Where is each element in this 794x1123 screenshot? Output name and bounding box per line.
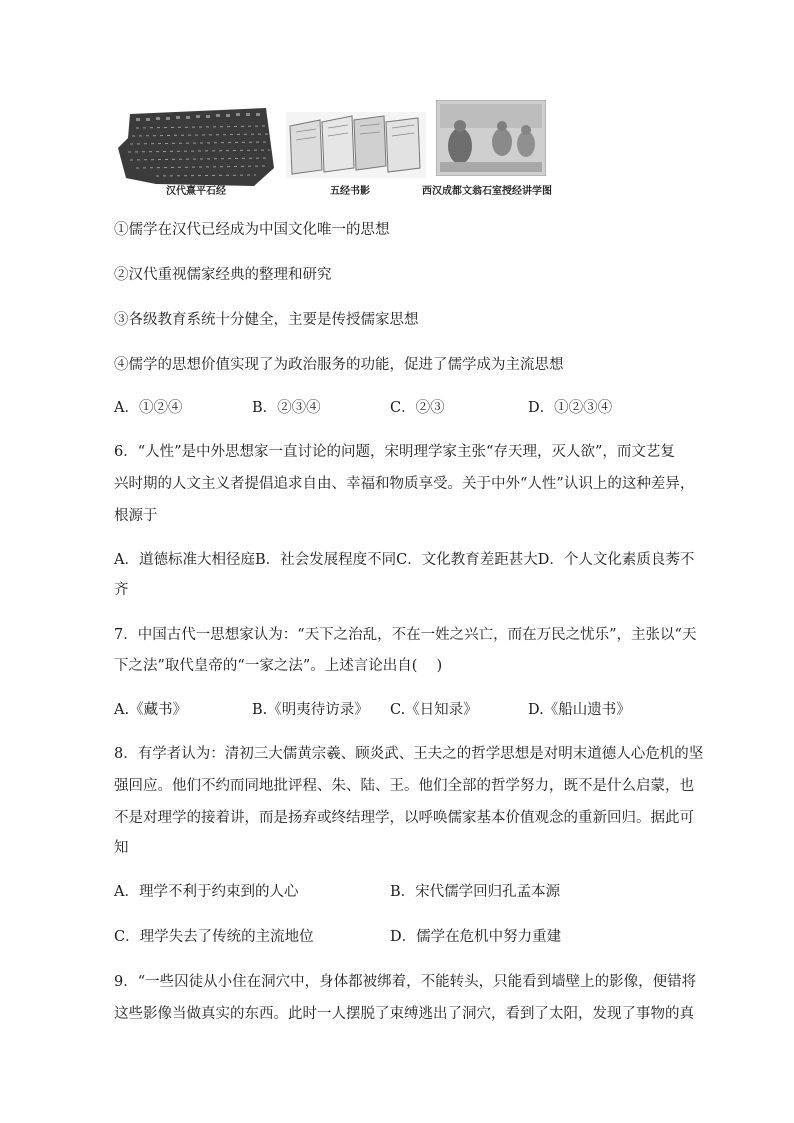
q7-option-d[interactable]: D.《船山遗书》 bbox=[528, 702, 631, 718]
scroll-books-drawing bbox=[286, 112, 426, 178]
figure-caption-3: 西汉成都文翁石室授经讲学图 bbox=[422, 186, 552, 197]
q5-statement-2: ②汉代重视儒家经典的整理和研究 bbox=[114, 267, 332, 283]
q7-option-a[interactable]: A.《藏书》 bbox=[114, 702, 188, 718]
q9-line-1: 9．“一些囚徒从小住在洞穴中，身体都被绑着，不能转头，只能看到墙壁上的影像，便错将 bbox=[114, 974, 697, 990]
lecture-scene-drawing bbox=[436, 100, 546, 176]
q8-line-2: 强回应。他们不约而同地批评程、朱、陆、王。他们全部的哲学努力，既不是什么启蒙，也 bbox=[114, 778, 694, 794]
q5-statement-3: ③各级教育系统十分健全，主要是传授儒家思想 bbox=[114, 312, 419, 328]
q8-option-d[interactable]: D．儒学在危机中努力重建 bbox=[390, 929, 562, 945]
q8-option-c[interactable]: C．理学失去了传统的主流地位 bbox=[114, 929, 314, 945]
q5-statement-4: ④儒学的思想价值实现了为政治服务的功能，促进了儒学成为主流思想 bbox=[114, 357, 564, 373]
q8-option-b[interactable]: B．宋代儒学回归孔孟本源 bbox=[390, 884, 561, 900]
q5-option-a[interactable]: A．①②④ bbox=[114, 400, 183, 416]
q8-option-a[interactable]: A．理学不利于约束到的人心 bbox=[114, 884, 299, 900]
q6-line-2: 兴时期的人文主义者提倡追求自由、幸福和物质享受。关于中外“人性”认识上的这种差异， bbox=[114, 476, 695, 492]
q7-line-1: 7．中国古代一思想家认为：“天下之治乱，不在一姓之兴亡，而在万民之忧乐”，主张以“天 bbox=[114, 627, 697, 643]
stone-tablet-image bbox=[116, 108, 276, 192]
scroll-books-image bbox=[286, 112, 426, 182]
q8-line-3: 不是对理学的接着讲，而是扬弃或终结理学，以呼唤儒家基本价值观念的重新回归。据此可 bbox=[114, 810, 694, 826]
q8-line-4: 知 bbox=[114, 840, 129, 856]
q7-option-b[interactable]: B.《明夷待访录》 bbox=[252, 702, 369, 718]
q5-statement-1: ①儒学在汉代已经成为中国文化唯一的思想 bbox=[114, 222, 390, 238]
q5-option-c[interactable]: C．②③ bbox=[390, 400, 445, 416]
q8-line-1: 8．有学者认为：清初三大儒黄宗羲、顾炎武、王夫之的哲学思想是对明末道德人心危机的坚 bbox=[114, 746, 704, 762]
q6-line-3: 根源于 bbox=[114, 508, 158, 524]
figure-caption-1: 汉代熹平石经 bbox=[166, 186, 226, 197]
q6-line-1: 6．“人性”是中外思想家一直讨论的问题，宋明理学家主张“存天理，灭人欲”，而文艺复 bbox=[114, 444, 675, 460]
q7-option-c[interactable]: C.《日知录》 bbox=[390, 702, 478, 718]
q7-line-2: 下之法”取代皇帝的“一家之法”。上述言论出自( ) bbox=[114, 658, 443, 674]
q5-option-b[interactable]: B．②③④ bbox=[252, 400, 321, 416]
q9-line-2: 这些影像当做真实的东西。此时一人摆脱了束缚逃出了洞穴，看到了太阳，发现了事物的真 bbox=[114, 1006, 694, 1022]
q6-options-line-1[interactable]: A．道德标准大相径庭B．社会发展程度不同C．文化教育差距甚大D．个人文化素质良莠不 bbox=[114, 552, 695, 568]
lecture-scene-image bbox=[436, 100, 546, 180]
q5-option-d[interactable]: D．①②③④ bbox=[528, 400, 613, 416]
stone-tablet-drawing bbox=[116, 108, 276, 188]
q6-options-line-2[interactable]: 齐 bbox=[114, 582, 129, 598]
figure-caption-2: 五经书影 bbox=[330, 186, 370, 197]
